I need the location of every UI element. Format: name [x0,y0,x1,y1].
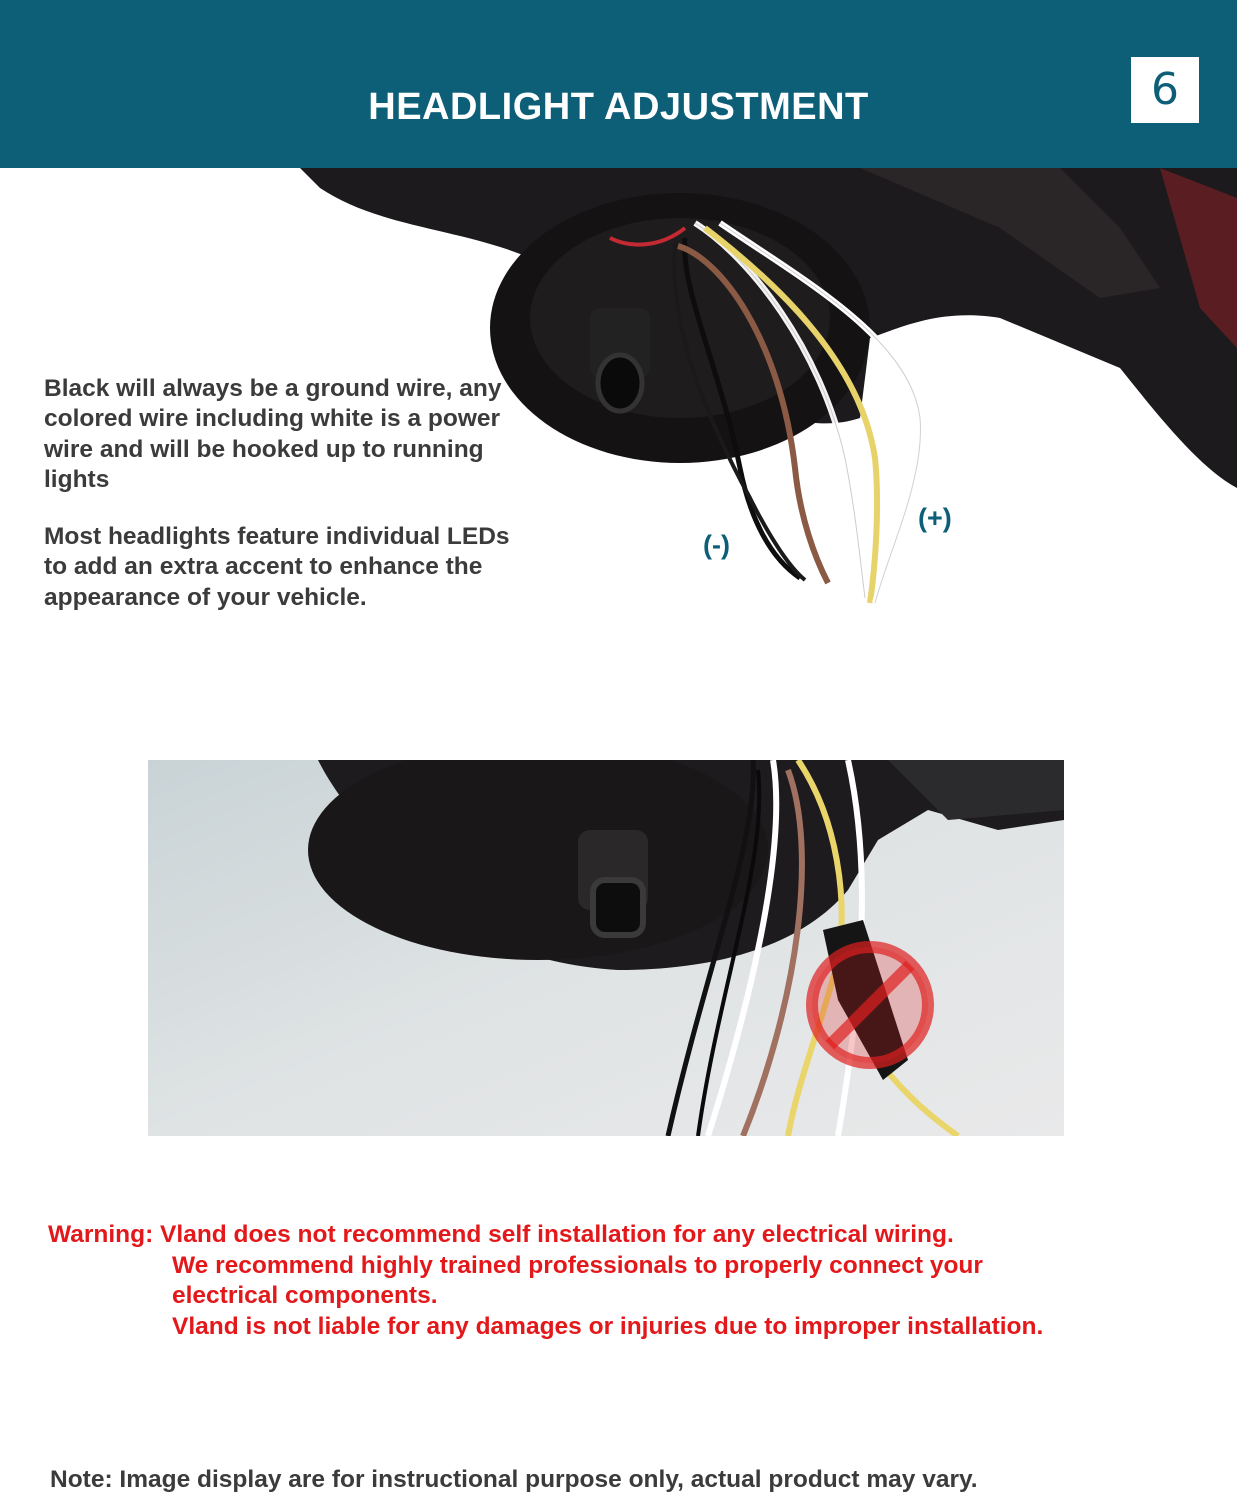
negative-wire-label: (-) [703,530,730,560]
installation-warning [48,1220,1198,1342]
warning-line: Warning: Vland does not recommend self installation for any electrical wiring. [48,1221,954,1248]
warning-line: We recommend highly trained professionals to properly connect your [172,1251,983,1279]
ground-wire-instruction: Black will always be a ground wire, any colored wire including white is a power wire and will be hooked up to running lights [44,374,502,493]
warning-line: electrical components. [172,1282,438,1309]
page-title: HEADLIGHT ADJUSTMENT [368,86,869,128]
led-accent-description: Most headlights feature individual LEDs to add an extra accent to enhance the appearance of your vehicle. [44,522,510,611]
warning-line: Vland is not liable for any damages or injuries due to improper installation. [172,1312,1044,1340]
header-banner [0,0,1237,168]
disclaimer-note: Note: Image display are for instructional purpose only, actual product may vary. [50,1466,978,1493]
taped-wire-photo [148,760,1064,1136]
page-number-badge: 6 [1131,57,1199,123]
positive-wire-label: (+) [918,503,952,533]
